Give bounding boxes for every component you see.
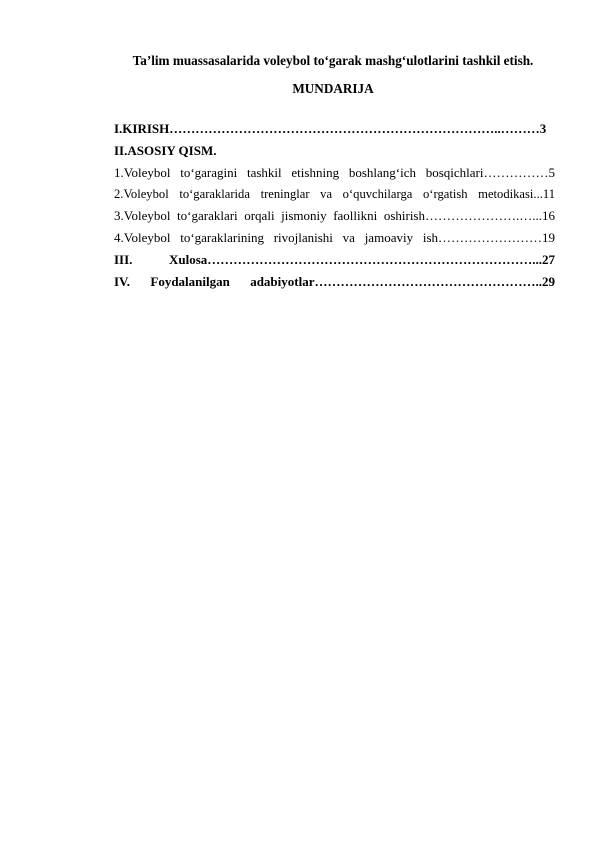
toc-entry-3: 3.Voleybol to‘garaklari orqali jismoniy faollikni oshirish………………….…...16 [114,208,555,224]
toc-entry-4: 4.Voleybol to‘garaklarining rivojlanishi va jamoaviy ish……………………19 [114,229,555,245]
toc-entry-2: 2.Voleybol to‘garaklarida treninglar va o‘quvchilarga o‘rgatish metodikasi...11 [114,187,555,202]
toc-entry-1: 1.Voleybol to‘garagini tashkil etishning boshlang‘ich bosqichlari……………5 [114,164,555,180]
toc-entry-asosiy-qism: II.ASOSIY QISM. [114,142,217,158]
table-of-contents [114,120,555,294]
document-title: Ta’lim muassasalarida voleybol to‘garak mashg‘ulotlarini tashkil etish. [132,53,534,68]
toc-entry-adabiyotlar: IV. Foydalanilgan adabiyotlar……………………………………………..29 [114,273,555,289]
toc-entry-xulosa: III. Xulosa…………………………………………………………………...27 [114,251,555,267]
toc-heading: MUNDARIJA [292,81,374,96]
toc-entry-kirish: I.KIRISH…………………………………………………………………..………3 [114,121,547,136]
